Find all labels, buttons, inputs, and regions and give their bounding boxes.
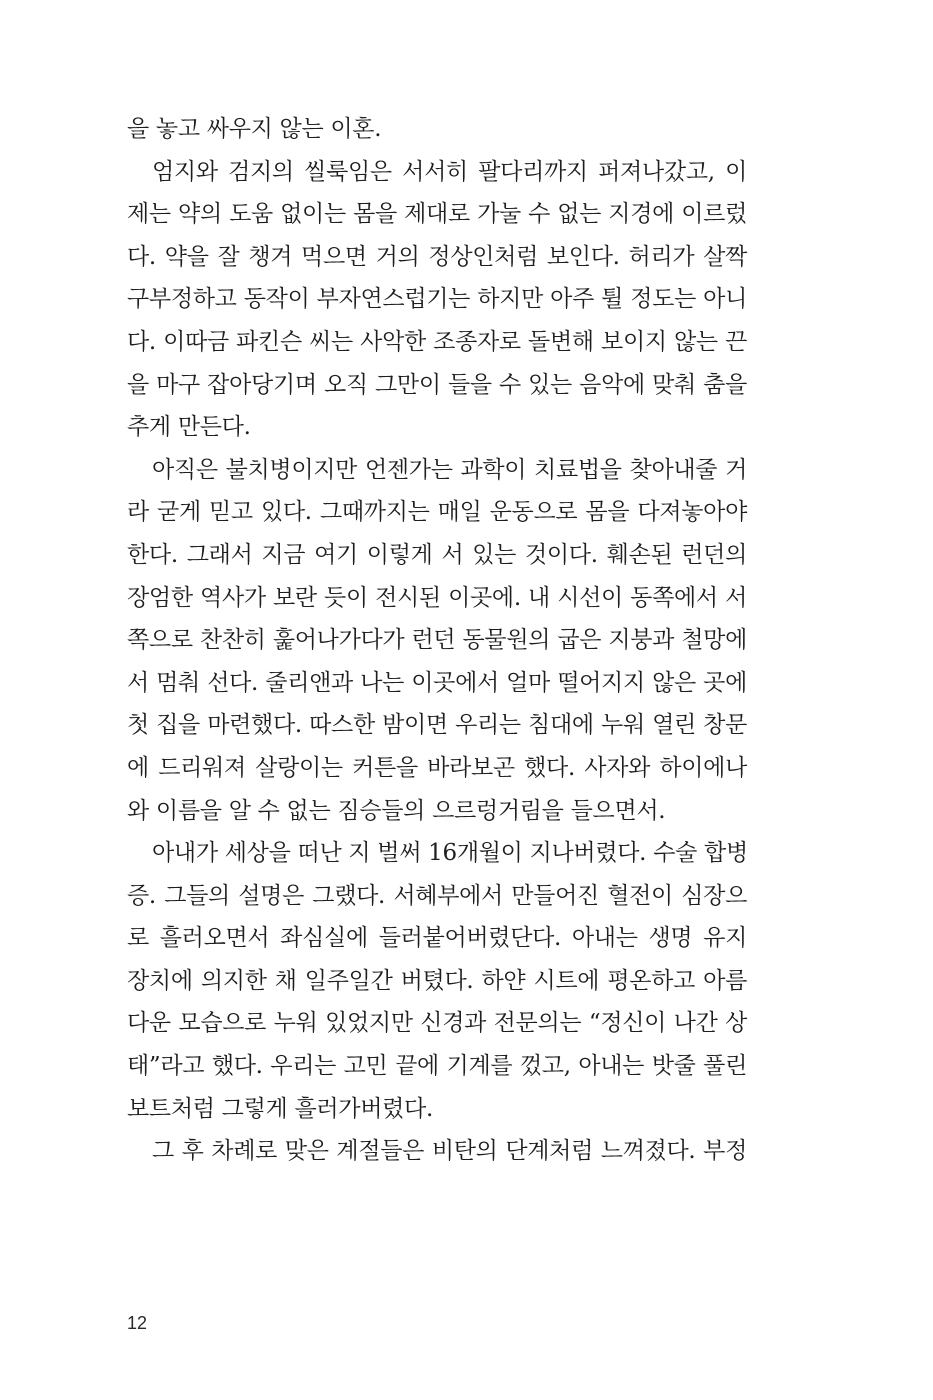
text-line: 서 멈춰 선다. 줄리앤과 나는 이곳에서 얼마 떨어지지 않은 곳에: [127, 669, 747, 696]
text-line: 보트처럼 그렇게 흘러가버렸다.: [127, 1095, 433, 1122]
text-line: 와 이름을 알 수 없는 짐승들의 으르렁거림을 들으면서.: [127, 797, 666, 824]
text-line: 에 드리워져 살랑이는 커튼을 바라보곤 했다. 사자와 하이에나: [127, 754, 747, 781]
text-line: 아직은 불치병이지만 언젠가는 과학이 치료법을 찾아내줄 거: [152, 456, 747, 483]
text-line: 추게 만든다.: [127, 414, 251, 441]
text-line: 엄지와 검지의 씰룩임은 서서히 팔다리까지 퍼져나갔고, 이: [152, 158, 747, 185]
text-line: 을 마구 잡아당기며 오직 그만이 들을 수 있는 음악에 맞춰 춤을: [127, 371, 747, 398]
text-line: 증. 그들의 설명은 그랬다. 서혜부에서 만들어진 혈전이 심장으: [127, 882, 747, 909]
text-line: 을 놓고 싸우지 않는 이혼.: [127, 116, 382, 142]
text-line: 라 굳게 믿고 있다. 그때까지는 매일 운동으로 몸을 다져놓아야: [127, 499, 747, 526]
text-line: 장치에 의지한 채 일주일간 버텼다. 하얀 시트에 평온하고 아름: [127, 967, 747, 994]
text-line: 다. 이따금 파킨슨 씨는 사악한 조종자로 돌변해 보이지 않는 끈: [127, 328, 747, 355]
text-line: 아내가 세상을 떠난 지 벌써 16개월이 지나버렸다. 수술 합병: [152, 840, 748, 867]
page-number: 12: [127, 1313, 148, 1333]
text-line: 쪽으로 찬찬히 훑어나가다가 런던 동물원의 굽은 지붕과 철망에: [127, 627, 747, 654]
text-line: 구부정하고 동작이 부자연스럽기는 하지만 아주 튈 정도는 아니: [127, 286, 747, 313]
text-line: 그 후 차례로 맞은 계절들은 비탄의 단계처럼 느껴졌다. 부정: [152, 1138, 747, 1165]
text-line: 태”라고 했다. 우리는 고민 끝에 기계를 껐고, 아내는 밧줄 풀린: [127, 1053, 747, 1080]
text-line: 로 흘러오면서 좌심실에 들러붙어버렸단다. 아내는 생명 유지: [127, 925, 747, 952]
text-line: 다운 모습으로 누워 있었지만 신경과 전문의는 “정신이 나간 상: [127, 1010, 747, 1037]
text-line: 장엄한 역사가 보란 듯이 전시된 이곳에. 내 시선이 동쪽에서 서: [127, 584, 747, 611]
body-text: [127, 108, 747, 1173]
text-line: 다. 약을 잘 챙겨 먹으면 거의 정상인처럼 보인다. 허리가 살짝: [127, 243, 747, 270]
text-line: 한다. 그래서 지금 여기 이렇게 서 있는 것이다. 훼손된 런던의: [127, 541, 747, 568]
text-line: 제는 약의 도움 없이는 몸을 제대로 가눌 수 없는 지경에 이르렀: [127, 201, 747, 228]
text-line: 첫 집을 마련했다. 따스한 밤이면 우리는 침대에 누워 열린 창문: [127, 712, 747, 739]
